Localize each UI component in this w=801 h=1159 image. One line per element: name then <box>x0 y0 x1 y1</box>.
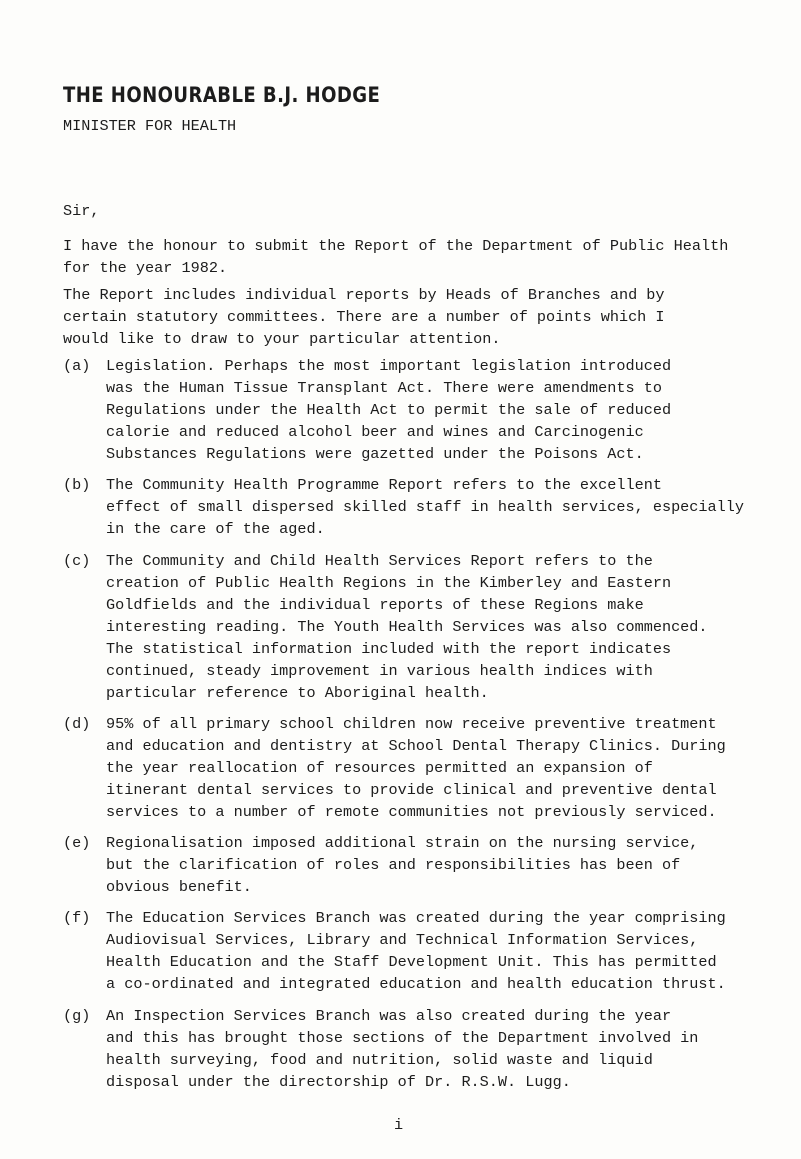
item-line: effect of small dispersed skilled staff in health services, especially <box>106 498 744 516</box>
item-label: (d) <box>63 715 91 733</box>
item-line: The Community Health Programme Report refers to the excellent <box>106 476 662 494</box>
item-text <box>106 907 726 995</box>
item-label: (g) <box>63 1007 91 1025</box>
item-text <box>106 474 744 540</box>
item-line: itinerant dental services to provide clinical and preventive dental <box>106 781 717 799</box>
intro-paragraph <box>63 235 733 279</box>
item-text <box>106 713 726 823</box>
item-line: The statistical information included with the report indicates <box>106 640 672 658</box>
item-line: Legislation. Perhaps the most important legislation introduced <box>106 357 672 375</box>
item-line: continued, steady improvement in various health indices with <box>106 662 653 680</box>
paragraph-line: The Report includes individual reports by Heads of Branches and by <box>63 286 665 304</box>
item-line: calorie and reduced alcohol beer and wines and Carcinogenic <box>106 423 644 441</box>
item-line: 95% of all primary school children now receive preventive treatment <box>106 715 717 733</box>
item-line: and education and dentistry at School Dental Therapy Clinics. During <box>106 737 726 755</box>
item-line: disposal under the directorship of Dr. R.S.W. Lugg. <box>106 1073 571 1091</box>
item-line: Regionalisation imposed additional strain on the nursing service, <box>106 834 699 852</box>
addressee-position: MINISTER FOR HEALTH <box>63 117 237 135</box>
salutation: Sir, <box>63 202 100 220</box>
item-line: interesting reading. The Youth Health Services was also commenced. <box>106 618 708 636</box>
item-text <box>106 355 671 465</box>
item-line: obvious benefit. <box>106 878 252 896</box>
item-line: health surveying, food and nutrition, solid waste and liquid <box>106 1051 653 1069</box>
item-line: Health Education and the Staff Development Unit. This has permitted <box>106 953 717 971</box>
item-label: (c) <box>63 552 91 570</box>
item-line: but the clarification of roles and responsibilities has been of <box>106 856 681 874</box>
item-label: (f) <box>63 909 91 927</box>
item-line: Substances Regulations were gazetted under the Poisons Act. <box>106 445 644 463</box>
item-line: in the care of the aged. <box>106 520 325 538</box>
addressee-title: THE HONOURABLE B.J. HODGE <box>63 83 381 107</box>
item-line: particular reference to Aboriginal health. <box>106 684 489 702</box>
item-line: creation of Public Health Regions in the Kimberley and Eastern <box>106 574 672 592</box>
item-line: Audiovisual Services, Library and Technical Information Services, <box>106 931 699 949</box>
item-line: and this has brought those sections of the Department involved in <box>106 1029 699 1047</box>
paragraph-line: would like to draw to your particular attention. <box>63 330 501 348</box>
item-text <box>106 550 708 704</box>
paragraph-line: I have the honour to submit the Report of the Department of Public Health <box>63 237 729 255</box>
paragraph-line: certain statutory committees. There are a number of points which I <box>63 308 665 326</box>
item-line: the year reallocation of resources permitted an expansion of <box>106 759 653 777</box>
item-label: (b) <box>63 476 91 494</box>
item-line: was the Human Tissue Transplant Act. There were amendments to <box>106 379 662 397</box>
item-line: The Community and Child Health Services Report refers to the <box>106 552 653 570</box>
item-line: An Inspection Services Branch was also created during the year <box>106 1007 672 1025</box>
item-label: (e) <box>63 834 91 852</box>
item-line: Regulations under the Health Act to permit the sale of reduced <box>106 401 672 419</box>
item-text <box>106 1005 698 1093</box>
item-label: (a) <box>63 357 91 375</box>
item-line: Goldfields and the individual reports of these Regions make <box>106 596 644 614</box>
page-number: i <box>394 1116 404 1134</box>
item-line: services to a number of remote communities not previously serviced. <box>106 803 717 821</box>
points-paragraph <box>63 284 733 350</box>
item-text <box>106 832 698 898</box>
item-line: a co-ordinated and integrated education and health education thrust. <box>106 975 726 993</box>
paragraph-line: for the year 1982. <box>63 259 228 277</box>
item-line: The Education Services Branch was created during the year comprising <box>106 909 726 927</box>
